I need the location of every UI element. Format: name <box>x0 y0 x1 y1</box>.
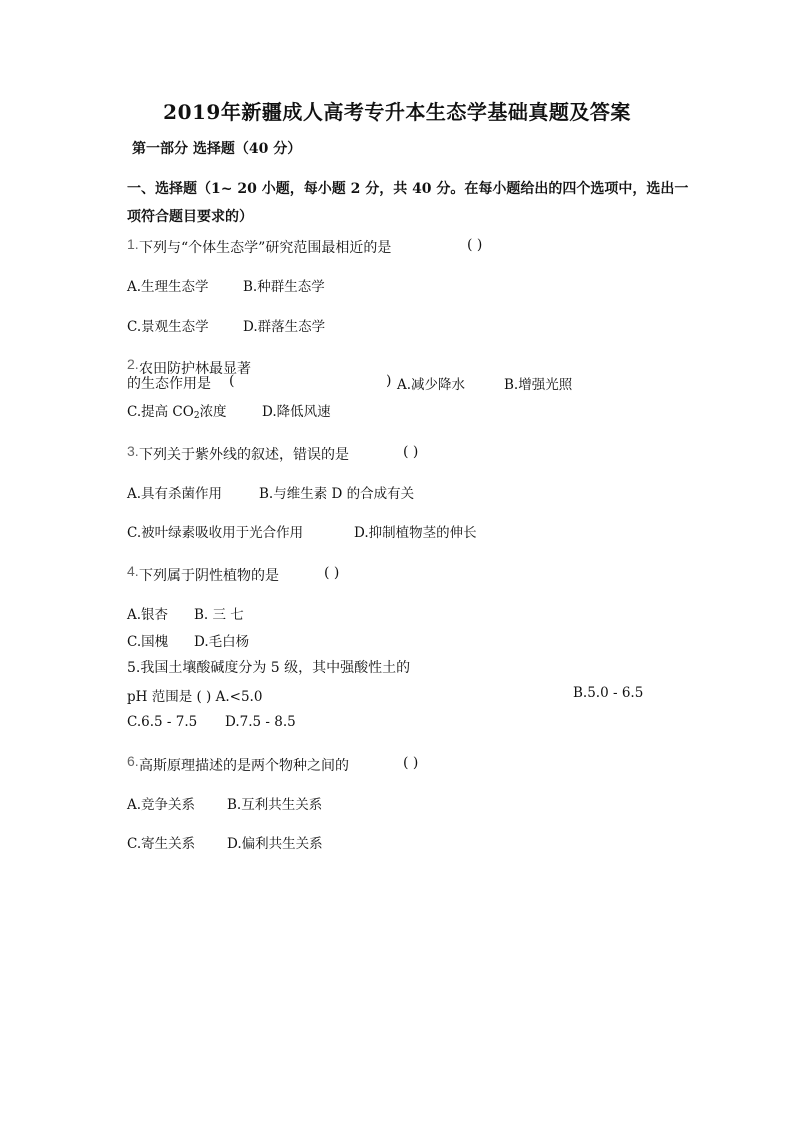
part-heading: 第一部分 选择题（40 分） <box>132 141 302 157</box>
answer-blank: ( ) <box>403 444 419 460</box>
option-d: D.降低风速 <box>262 404 331 420</box>
option-b: B.种群生态学 <box>243 279 325 295</box>
option-b: B. 三 七 <box>194 607 244 623</box>
option-c: C.景观生态学 <box>127 319 209 335</box>
option-c <box>127 400 227 421</box>
option-a: A.减少降水 <box>397 377 466 393</box>
option-c-text: C.提高 CO <box>127 404 194 420</box>
option-b: B.与维生素 D 的合成有关 <box>259 486 415 502</box>
subscript: 2 <box>193 411 200 421</box>
option-c: C.国槐 <box>127 634 169 650</box>
question-number: 2. <box>127 356 139 372</box>
option-b: B.增强光照 <box>504 377 573 393</box>
question-stem: 下列与“个体生态学”研究范围最相近的是 <box>139 240 392 256</box>
option-d: D.毛白杨 <box>194 634 250 650</box>
page-title: 2019年新疆成人高考专升本生态学基础真题及答案 <box>163 100 631 124</box>
question-stem-line2: 的生态作用是 <box>127 376 211 392</box>
option-d: D.抑制植物茎的伸长 <box>354 525 477 541</box>
answer-blank-left: ( <box>229 373 235 389</box>
option-a: A.具有杀菌作用 <box>127 486 223 502</box>
option-a: A.生理生态学 <box>127 279 209 295</box>
answer-blank: ( ) <box>467 237 483 253</box>
option-b: B.5.0 - 6.5 <box>573 685 644 701</box>
question-stem: 下列关于紫外线的叙述，错误的是 <box>139 447 349 463</box>
question-stem: 高斯原理描述的是两个物种之间的 <box>139 758 349 774</box>
option-b: B.互利共生关系 <box>227 797 323 813</box>
question-number: 3. <box>127 443 139 459</box>
section-heading-line2: 项符合题目要求的） <box>127 209 253 225</box>
option-c: C.被叶绿素吸收用于光合作用 <box>127 525 304 541</box>
question-stem-line2: pH 范围是 ( ) A.<5.0 <box>127 689 263 705</box>
question-stem-line1: 农田防护林最显著 <box>139 361 251 377</box>
answer-blank-right: ) <box>386 373 392 389</box>
option-c-text-tail: 浓度 <box>199 404 227 420</box>
answer-blank: ( ) <box>324 565 340 581</box>
option-c: C.寄生关系 <box>127 836 196 852</box>
option-a: A.银杏 <box>127 607 169 623</box>
section-heading-line1: 一、选择题（1~ 20 小题，每小题 2 分，共 40 分。在每小题给出的四个选项中，选出一 <box>127 181 689 197</box>
question-number: 1. <box>127 236 139 252</box>
question-number: 4. <box>127 563 139 579</box>
option-d: D.偏利共生关系 <box>227 836 323 852</box>
option-c: C.6.5 - 7.5 <box>127 714 198 730</box>
option-d: D.7.5 - 8.5 <box>225 714 296 730</box>
option-a: A.竞争关系 <box>127 797 196 813</box>
question-stem-line1: 5.我国土壤酸碱度分为 5 级，其中强酸性土的 <box>127 660 411 676</box>
question-stem: 下列属于阴性植物的是 <box>139 568 279 584</box>
question-number: 6. <box>127 753 139 769</box>
answer-blank: ( ) <box>403 755 419 771</box>
option-d: D.群落生态学 <box>243 319 326 335</box>
